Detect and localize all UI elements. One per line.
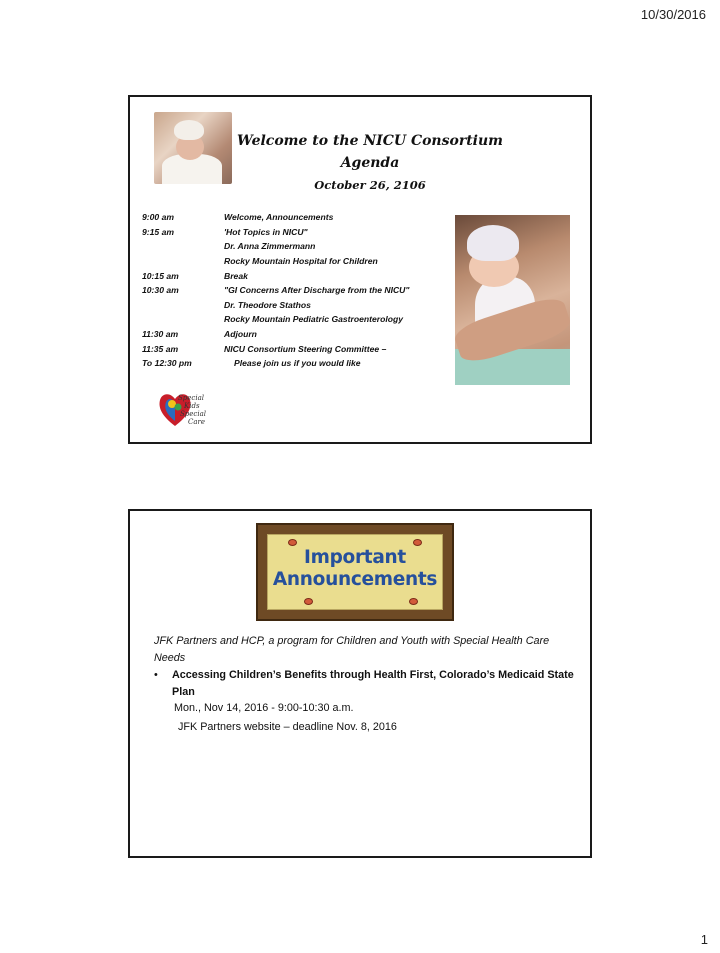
agenda-slide xyxy=(128,95,592,444)
announcement-intro: JFK Partners and HCP, a program for Children and Youth with Special Health Care Needs xyxy=(154,635,550,664)
agenda-row xyxy=(142,312,452,327)
slide-title: Welcome to the NICU Consortium xyxy=(237,133,503,149)
banner-line-1: Important xyxy=(304,547,406,568)
agenda-row xyxy=(142,341,452,356)
agenda-row xyxy=(142,356,452,371)
parent-baby-photo xyxy=(455,215,570,385)
banner-line-2: Announcements xyxy=(272,569,438,590)
agenda-row xyxy=(142,327,452,342)
newborn-photo xyxy=(154,112,232,184)
agenda-desc: Please join us if you would like xyxy=(234,358,361,369)
agenda-time: 10:30 am xyxy=(142,285,179,296)
agenda-desc: 'Hot Topics in NICU" xyxy=(224,226,308,237)
page-date: 10/30/2016 xyxy=(640,7,706,22)
announcement-register: JFK Partners website – deadline Nov. 8, 2016 xyxy=(178,720,397,733)
agenda-time: 9:00 am xyxy=(142,212,175,223)
page-number: 1 xyxy=(700,932,708,947)
agenda-heading: Agenda xyxy=(340,155,400,171)
announcement-title: Accessing Children’s Benefits through Health First, Colorado’s Medicaid State Plan xyxy=(172,669,574,698)
agenda-desc: Welcome, Announcements xyxy=(224,212,334,223)
agenda-desc: Break xyxy=(224,270,248,281)
agenda-desc: NICU Consortium Steering Committee – xyxy=(224,343,387,354)
agenda-row xyxy=(142,283,452,298)
logo-text: Special Kids Special Care xyxy=(178,394,206,426)
pin-icon xyxy=(304,598,313,605)
agenda-desc: "GI Concerns After Discharge from the NICU" xyxy=(224,285,410,296)
agenda-time: 11:35 am xyxy=(142,343,179,354)
pin-icon xyxy=(409,598,418,605)
pin-icon xyxy=(413,539,422,546)
agenda-time: 11:30 am xyxy=(142,329,179,340)
agenda-row xyxy=(142,268,452,283)
agenda-list xyxy=(142,210,452,371)
announcements-banner xyxy=(256,523,454,621)
announcement-item xyxy=(154,667,574,700)
agenda-desc: Rocky Mountain Pediatric Gastroenterology xyxy=(224,314,404,325)
announcements-slide xyxy=(128,509,592,858)
agenda-desc: Dr. Theodore Stathos xyxy=(224,299,311,310)
agenda-row xyxy=(142,298,452,313)
announcement-body xyxy=(154,633,574,735)
agenda-time: 9:15 am xyxy=(142,226,175,237)
agenda-row xyxy=(142,254,452,269)
special-kids-logo xyxy=(158,390,228,434)
agenda-time: To 12:30 pm xyxy=(142,358,192,369)
agenda-desc: Adjourn xyxy=(224,329,257,340)
agenda-desc: Dr. Anna Zimmermann xyxy=(224,241,316,252)
agenda-row xyxy=(142,225,452,240)
agenda-time: 10:15 am xyxy=(142,270,179,281)
agenda-row xyxy=(142,210,452,225)
agenda-row xyxy=(142,239,452,254)
agenda-desc: Rocky Mountain Hospital for Children xyxy=(224,256,378,267)
pin-icon xyxy=(288,539,297,546)
event-date: October 26, 2106 xyxy=(314,178,426,192)
bullet-icon: • xyxy=(154,669,158,681)
announcement-when: Mon., Nov 14, 2016 - 9:00-10:30 a.m. xyxy=(174,702,354,714)
